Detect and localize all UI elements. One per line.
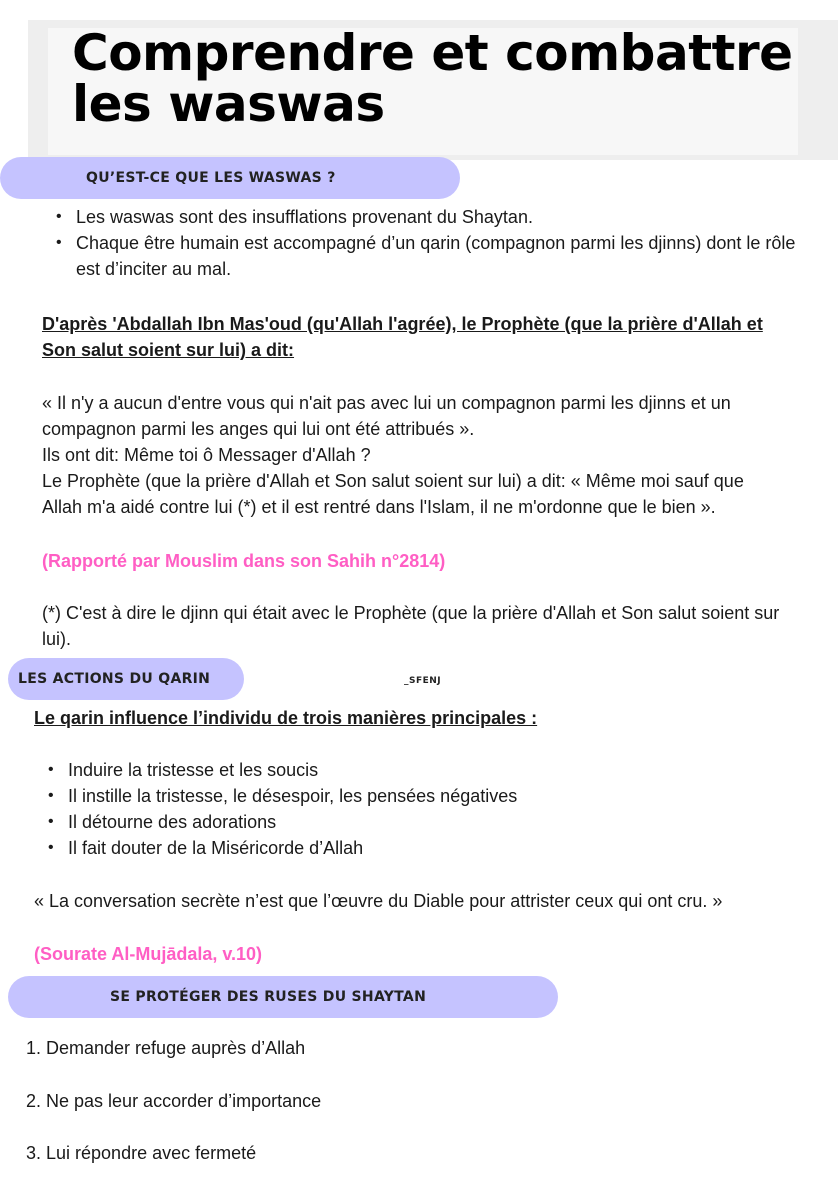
list-item: • Il instille la tristesse, le désespoir, les pensées négatives xyxy=(40,783,800,809)
hadith-source: (Rapporté par Mouslim dans son Sahih n°2814) xyxy=(42,551,446,571)
section-heading-protection xyxy=(8,976,558,1018)
list-item: 1. Demander refuge auprès d’Allah xyxy=(26,1038,306,1058)
section-heading-protection-label: SE PROTÉGER DES RUSES DU SHAYTAN xyxy=(110,989,427,1005)
list-item: 2. Ne pas leur accorder d’importance xyxy=(26,1091,322,1111)
section-heading-waswas-label: QU’EST-CE QUE LES WASWAS ? xyxy=(86,170,336,186)
list-item: • Il détourne des adorations xyxy=(40,809,800,835)
waswas-bullet-list xyxy=(48,204,808,282)
list-item: • Chaque être humain est accompagné d’un qarin (compagnon parmi les djinns) dont le rôle est d’inciter au mal. xyxy=(48,230,808,282)
section-heading-qarin xyxy=(8,658,244,700)
hadith-paragraph-3: Le Prophète (que la prière d'Allah et Son salut soient sur lui) a dit: « Même moi sauf que Allah m'a aidé contre lui (*) et il est rentré dans l'Islam, il ne m'ordonne que le bien ». xyxy=(42,471,744,517)
hadith-paragraph-1: « Il n'y a aucun d'entre vous qui n'ait pas avec lui un compagnon parmi les djinns et un compagnon parmi les anges qui lui ont été attribués ». xyxy=(42,393,731,439)
qarin-bullet-list xyxy=(40,757,800,861)
surah-quote: « La conversation secrète n’est que l’œuvre du Diable pour attrister ceux qui ont cru. » xyxy=(34,891,723,911)
hadith-paragraph-2: Ils ont dit: Même toi ô Messager d'Allah ? xyxy=(42,445,371,465)
page-title: Comprendre et combattre les waswas xyxy=(72,24,793,133)
qarin-intro: Le qarin influence l’individu de trois manières principales : xyxy=(34,708,538,728)
section-heading-qarin-label: LES ACTIONS DU QARIN xyxy=(18,671,211,687)
section-heading-waswas xyxy=(0,157,460,199)
list-item: • Il fait douter de la Miséricorde d’Allah xyxy=(40,835,800,861)
list-item: 3. Lui répondre avec fermeté xyxy=(26,1143,257,1163)
author-tag: _SFENJ xyxy=(404,676,442,686)
list-item: • Induire la tristesse et les soucis xyxy=(40,757,800,783)
surah-source: (Sourate Al-Mujādala, v.10) xyxy=(34,944,263,964)
hadith-note: (*) C'est à dire le djinn qui était avec le Prophète (que la prière d'Allah et Son salut soient sur lui). xyxy=(42,603,780,649)
list-item: • Les waswas sont des insufflations provenant du Shaytan. xyxy=(48,204,808,230)
hadith-intro: D'après 'Abdallah Ibn Mas'oud (qu'Allah l'agrée), le Prophète (que la prière d'Allah et Son salut soient sur lui) a dit: xyxy=(42,314,763,360)
